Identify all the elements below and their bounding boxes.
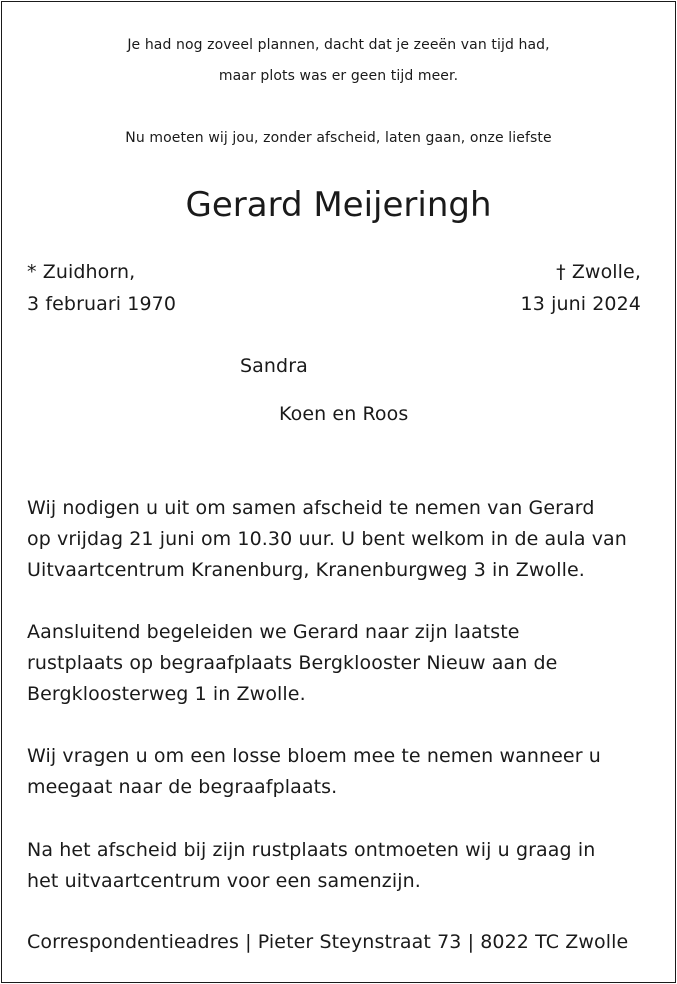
birth-place: * Zuidhorn, xyxy=(27,261,136,283)
death-place: † Zwolle, xyxy=(556,261,641,283)
paragraph-line: op vrijdag 21 juni om 10.30 uur. U bent welkom in de aula van xyxy=(27,528,627,550)
deceased-name: Gerard Meijeringh xyxy=(185,185,492,225)
intro-line: Nu moeten wij jou, zonder afscheid, laten gaan, onze liefste xyxy=(125,130,552,146)
paragraph-line: Aansluitend begeleiden we Gerard naar zijn laatste xyxy=(27,621,520,643)
paragraph-line: het uitvaartcentrum voor een samenzijn. xyxy=(27,870,421,892)
paragraph-line: Wij nodigen u uit om samen afscheid te nemen van Gerard xyxy=(27,497,595,519)
birth-date: 3 februari 1970 xyxy=(27,293,177,315)
family-partner: Sandra xyxy=(240,355,308,377)
paragraph-line: Na het afscheid bij zijn rustplaats ontmoeten wij u graag in xyxy=(27,839,596,861)
correspondence-address: Correspondentieadres | Pieter Steynstraat 73 | 8022 TC Zwolle xyxy=(27,931,629,953)
paragraph-line: Uitvaartcentrum Kranenburg, Kranenburgweg 3 in Zwolle. xyxy=(27,559,585,581)
paragraph-line: meegaat naar de begraafplaats. xyxy=(27,776,338,798)
paragraph-line: rustplaats op begraafplaats Bergklooster Nieuw aan de xyxy=(27,652,558,674)
family-children: Koen en Roos xyxy=(279,403,409,425)
paragraph-line: Wij vragen u om een losse bloem mee te nemen wanneer u xyxy=(27,745,601,767)
poem-line-1: Je had nog zoveel plannen, dacht dat je zeeën van tijd had, xyxy=(127,37,550,53)
poem-line-2: maar plots was er geen tijd meer. xyxy=(218,68,459,84)
paragraph-line: Bergkloosterweg 1 in Zwolle. xyxy=(27,683,306,705)
death-date: 13 juni 2024 xyxy=(520,293,641,315)
